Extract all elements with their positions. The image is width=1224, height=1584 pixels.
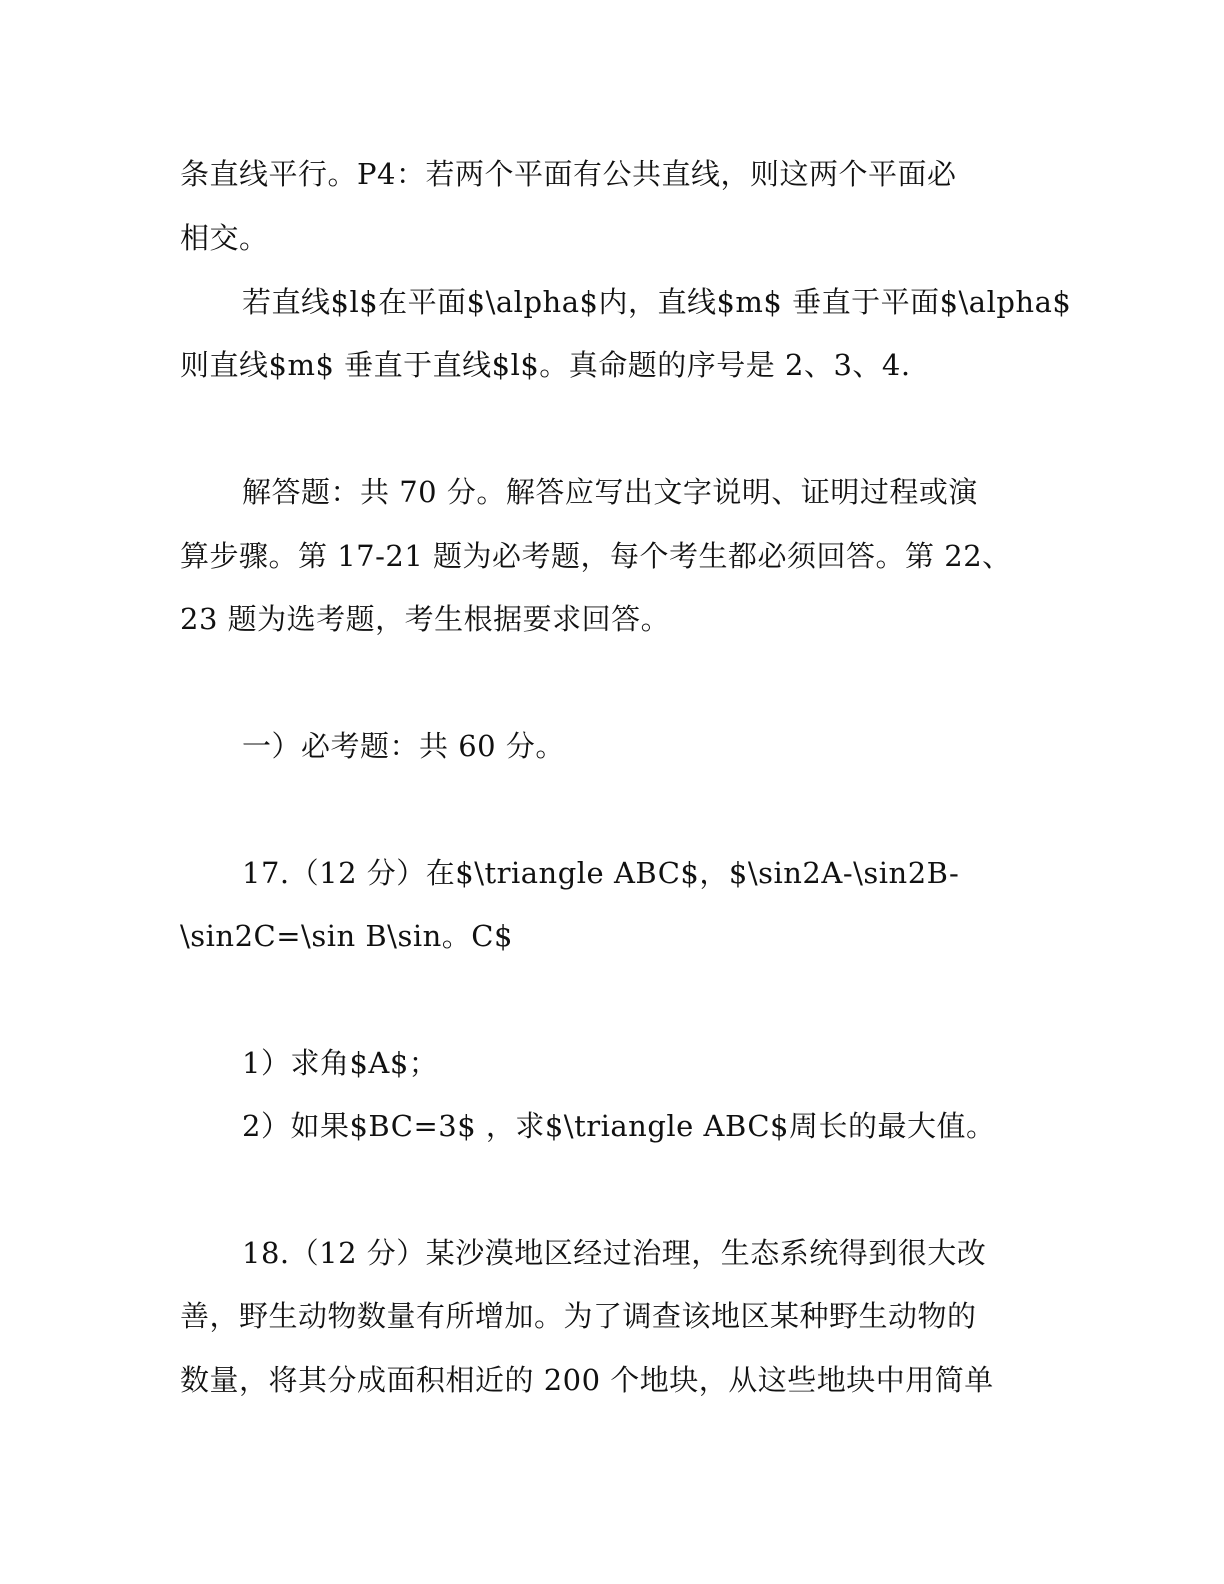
question-18-text: 18.（12 分）某沙漠地区经过治理，生态系统得到很大改 [242, 1236, 987, 1270]
question-18-text: 善，野生动物数量有所增加。为了调查该地区某种野生动物的 [180, 1299, 977, 1333]
question-17-text: \sin2C=\sin B\sin。C$ [180, 919, 513, 953]
question-17-part-2: 2）如果$BC=3$ ，求$\triangle ABC$周长的最大值。 [242, 1109, 996, 1143]
question-18-text: 数量，将其分成面积相近的 200 个地块，从这些地块中用简单 [180, 1363, 994, 1397]
text-line: 解答题：共 70 分。解答应写出文字说明、证明过程或演 [242, 475, 978, 509]
text-line: 若直线$l$在平面$\alpha$内，直线$m$ 垂直于平面$\alpha$ [242, 285, 1072, 319]
section-heading: 一）必考题：共 60 分。 [242, 729, 565, 763]
text-line: 条直线平行。P4：若两个平面有公共直线，则这两个平面必 [180, 157, 957, 191]
text-line: 23 题为选考题，考生根据要求回答。 [180, 602, 671, 636]
question-17-part-1: 1）求角$A$； [242, 1046, 439, 1080]
text-line: 相交。 [180, 221, 269, 255]
question-17-text: 17.（12 分）在$\triangle ABC$，$\sin2A-\sin2B- [242, 856, 960, 890]
text-line: 则直线$m$ 垂直于直线$l$。真命题的序号是 2、3、4. [180, 348, 911, 382]
text-line: 算步骤。第 17-21 题为必考题，每个考生都必须回答。第 22、 [180, 539, 1012, 573]
